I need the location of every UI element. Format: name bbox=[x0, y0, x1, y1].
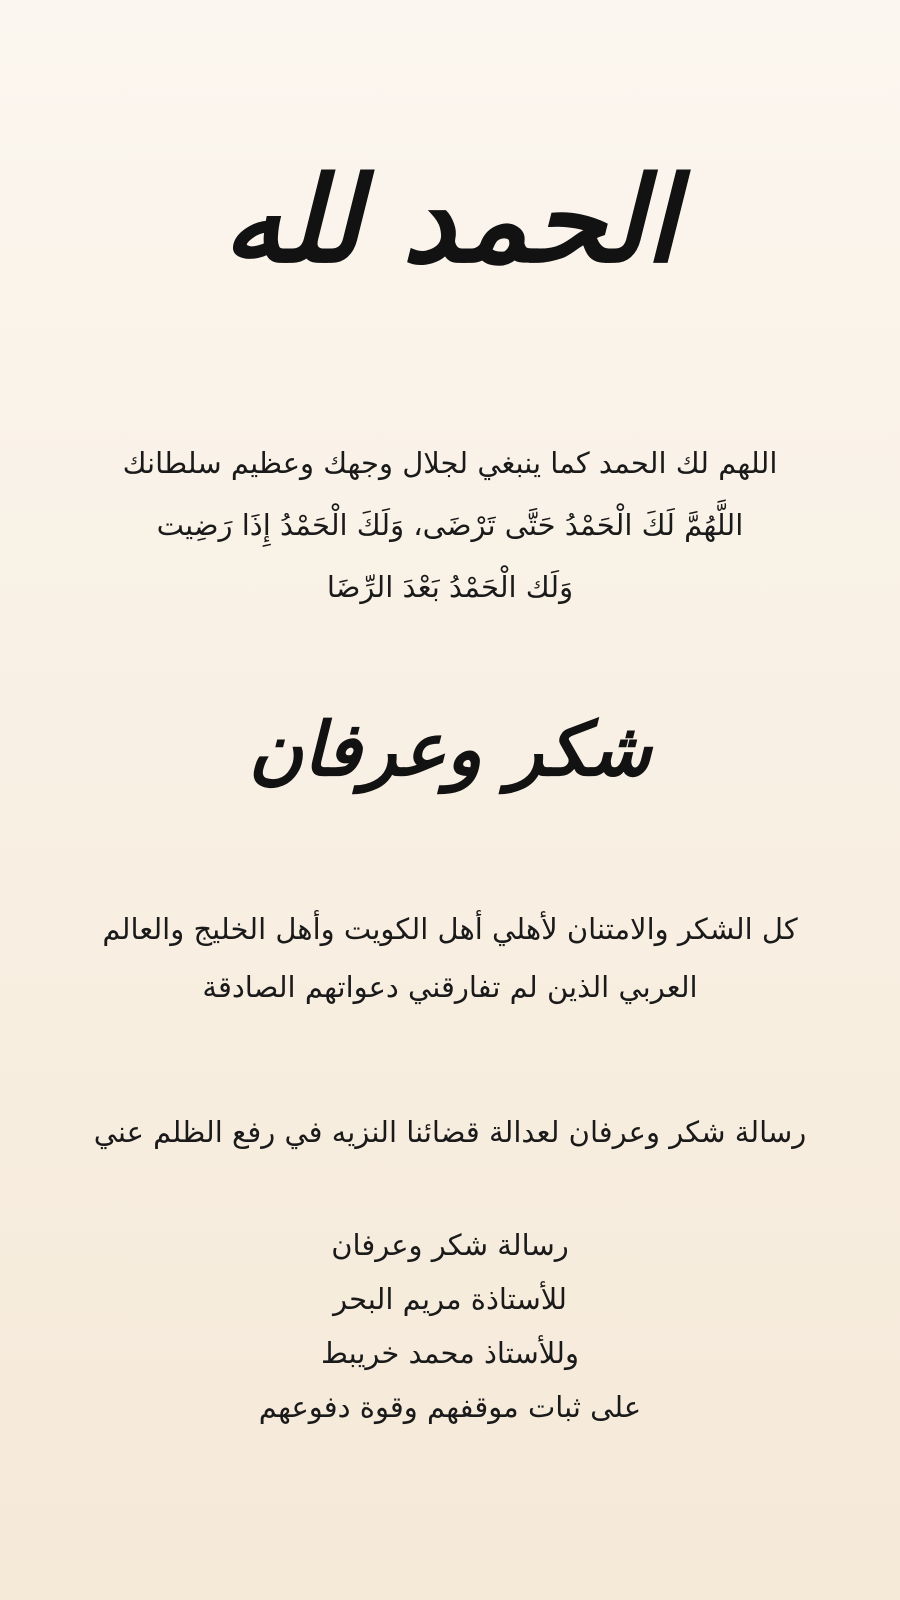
thanks-line: كل الشكر والامتنان لأهلي أهل الكويت وأهل الخليج والعالم bbox=[102, 912, 798, 946]
closing-block bbox=[40, 1218, 860, 1434]
justice-line: رسالة شكر وعرفان لعدالة قضائنا النزيه في رفع الظلم عني bbox=[93, 1115, 807, 1149]
dua-line: اللَّهُمَّ لَكَ الْحَمْدُ حَتَّى تَرْضَى، وَلَكَ الْحَمْدُ إِذَا رَضِيت bbox=[156, 508, 744, 542]
thanks-block bbox=[40, 900, 860, 1016]
alhamdulillah-calligraphy: الحمد لله bbox=[222, 150, 678, 289]
dua-line: اللهم لك الحمد كما ينبغي لجلال وجهك وعظيم سلطانك bbox=[122, 446, 778, 480]
closing-line: وللأستاذ محمد خريبط bbox=[321, 1336, 579, 1370]
dua-line: وَلَك الْحَمْدُ بَعْدَ الرِّضَا bbox=[326, 570, 574, 604]
closing-line: على ثبات موقفهم وقوة دفوعهم bbox=[258, 1390, 642, 1424]
dua-block bbox=[40, 432, 860, 618]
thanks-line: العربي الذين لم تفارقني دعواتهم الصادقة bbox=[202, 970, 698, 1004]
justice-block bbox=[40, 1104, 860, 1160]
closing-line: رسالة شكر وعرفان bbox=[331, 1228, 569, 1262]
shukr-calligraphy: شكر وعرفان bbox=[248, 707, 652, 793]
closing-line: للأستاذة مريم البحر bbox=[333, 1282, 567, 1316]
